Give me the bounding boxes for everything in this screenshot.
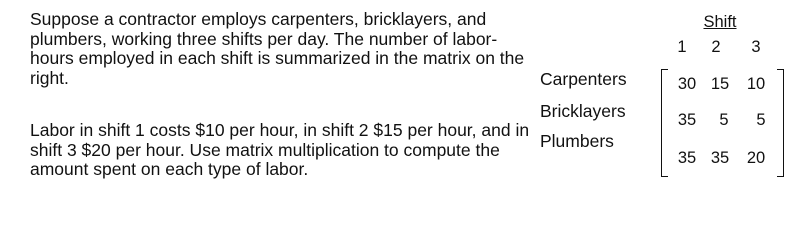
matrix-cell-r1-c2: 15 bbox=[710, 75, 730, 93]
problem-paragraph-2: Labor in shift 1 costs $10 per hour, in shift 2 $15 per hour, and in shift 3 $20 per hour. Use matrix multiplication to compute the amount spent on each type of labor. bbox=[30, 120, 530, 179]
matrix-cell-r3-c3: 20 bbox=[746, 149, 766, 167]
matrix-cell-r2-c2: 5 bbox=[719, 111, 729, 129]
row-label-carpenters: Carpenters bbox=[540, 69, 627, 89]
matrix-cell-r2-c1: 35 bbox=[677, 111, 697, 129]
matrix-right-bracket bbox=[777, 69, 784, 177]
matrix-cell-r3-c2: 35 bbox=[710, 149, 730, 167]
matrix-cell-r3-c1: 35 bbox=[677, 149, 697, 167]
shift-header-label: Shift bbox=[703, 13, 737, 31]
shift-column-3: 3 bbox=[751, 38, 761, 56]
shift-column-2: 2 bbox=[711, 38, 721, 56]
row-label-bricklayers: Bricklayers bbox=[540, 101, 626, 121]
row-label-plumbers: Plumbers bbox=[540, 131, 614, 151]
matrix-cell-r1-c1: 30 bbox=[677, 75, 697, 93]
matrix-left-bracket bbox=[661, 69, 668, 177]
shift-column-1: 1 bbox=[677, 38, 687, 56]
matrix-cell-r2-c3: 5 bbox=[756, 111, 766, 129]
matrix-cell-r1-c3: 10 bbox=[746, 75, 766, 93]
problem-paragraph-1: Suppose a contractor employs carpenters, bricklayers, and plumbers, working three shifts per day. The number of labor-hours employed in each shift is summarized in the matrix on the right. bbox=[30, 9, 525, 88]
